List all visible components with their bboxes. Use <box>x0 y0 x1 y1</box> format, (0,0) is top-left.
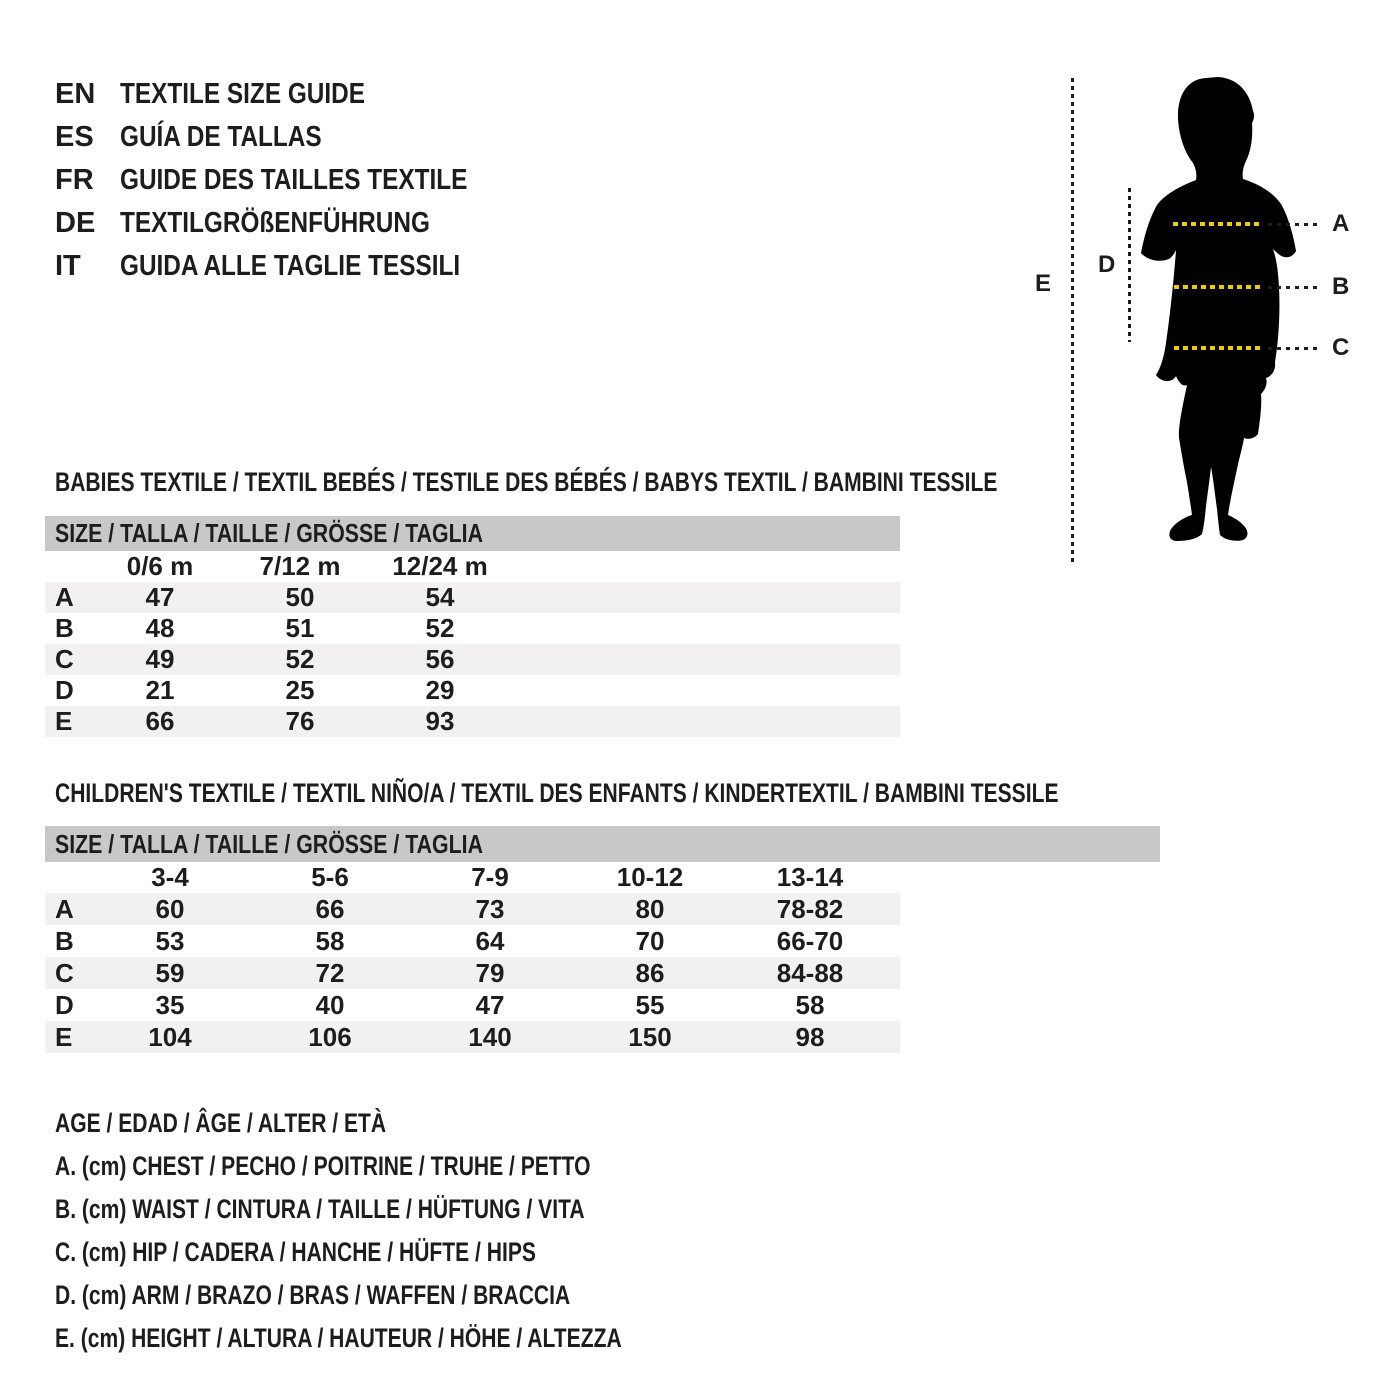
column-header: 0/6 m <box>126 551 194 581</box>
lang-title: GUIDA ALLE TAGLIE TESSILI <box>120 250 461 282</box>
waist-line-dots <box>1268 286 1320 289</box>
corner-cell <box>45 551 90 582</box>
babies-heading-text: BABIES TEXTILE / TEXTIL BEBÉS / TESTILE DES BÉBÉS / BABYS TEXTIL / BAMBINI TESSILE <box>55 467 998 497</box>
lang-row-en <box>55 73 534 116</box>
table-row <box>45 957 900 989</box>
row-label: D <box>55 675 74 705</box>
lang-row-es <box>55 116 534 159</box>
row-label: D <box>55 989 74 1020</box>
size-cell: 66 <box>145 706 175 736</box>
children-section-heading <box>55 778 1342 808</box>
lang-title: TEXTILE SIZE GUIDE <box>120 78 365 110</box>
legend-line-age: AGE / EDAD / ÂGE / ALTER / ETÀ <box>55 1108 387 1138</box>
lang-title: GUIDE DES TAILLES TEXTILE <box>120 164 468 196</box>
legend-line-waist: B. (cm) WAIST / CINTURA / TAILLE / HÜFTUNG / VITA <box>55 1194 585 1224</box>
size-cell: 64 <box>475 925 505 956</box>
table-row <box>45 1021 900 1053</box>
babies-size-header-bar <box>45 516 900 551</box>
size-cell: 70 <box>635 925 665 956</box>
lang-code: ES <box>55 121 94 153</box>
size-cell: 84-88 <box>776 957 844 988</box>
children-size-header-bar <box>45 826 1160 862</box>
size-cell: 78-82 <box>776 893 844 924</box>
size-cell: 59 <box>155 957 185 988</box>
legend-line-chest: A. (cm) CHEST / PECHO / POITRINE / TRUHE / PETTO <box>55 1151 591 1181</box>
size-cell: 66-70 <box>776 925 844 956</box>
measure-label-b: B <box>1332 273 1350 300</box>
size-cell: 51 <box>285 613 315 643</box>
table-row <box>45 925 900 957</box>
size-cell: 93 <box>425 706 455 736</box>
column-header: 10-12 <box>616 862 684 892</box>
row-label: A <box>55 893 74 924</box>
chest-line-yellow <box>1173 222 1261 226</box>
size-cell: 40 <box>315 989 345 1020</box>
column-header: 7-9 <box>471 862 509 892</box>
lang-title: TEXTILGRÖßENFÜHRUNG <box>120 207 430 239</box>
measure-label-e: E <box>1035 270 1052 297</box>
babies-column-header-row <box>45 551 900 582</box>
table-row <box>45 644 900 675</box>
row-label: C <box>55 644 74 674</box>
size-cell: 60 <box>155 893 185 924</box>
hip-line-yellow <box>1174 346 1262 350</box>
table-row <box>45 893 900 925</box>
row-label: B <box>55 613 74 643</box>
table-row <box>45 989 900 1021</box>
row-label: B <box>55 925 74 956</box>
lang-code: EN <box>55 78 96 110</box>
size-cell: 54 <box>425 582 455 612</box>
size-cell: 35 <box>155 989 185 1020</box>
babies-size-header-text: SIZE / TALLA / TAILLE / GRÖSSE / TAGLIA <box>55 518 483 548</box>
hip-line-dots <box>1268 347 1320 350</box>
table-row <box>45 582 900 613</box>
row-label: C <box>55 957 74 988</box>
lang-title: GUÍA DE TALLAS <box>120 121 322 153</box>
row-label: A <box>55 582 74 612</box>
size-cell: 52 <box>285 644 315 674</box>
column-header: 7/12 m <box>259 551 341 581</box>
children-column-header-row <box>45 862 900 893</box>
size-cell: 106 <box>308 1021 352 1052</box>
size-cell: 73 <box>475 893 505 924</box>
lang-code: FR <box>55 164 94 196</box>
size-cell: 66 <box>315 893 345 924</box>
lang-code: IT <box>55 250 81 282</box>
lang-row-fr <box>55 159 534 202</box>
lang-code: DE <box>55 207 96 239</box>
size-cell: 55 <box>635 989 665 1020</box>
babies-section-heading <box>55 467 1263 497</box>
children-heading-text: CHILDREN'S TEXTILE / TEXTIL NIÑO/A / TEXTIL DES ENFANTS / KINDERTEXTIL / BAMBINI TESSILE <box>55 778 1059 808</box>
waist-line-yellow <box>1174 285 1260 289</box>
children-size-header-text: SIZE / TALLA / TAILLE / GRÖSSE / TAGLIA <box>55 828 483 859</box>
chest-line-dots <box>1268 223 1320 226</box>
size-cell: 56 <box>425 644 455 674</box>
size-cell: 52 <box>425 613 455 643</box>
children-size-table <box>45 862 900 1053</box>
table-row <box>45 613 900 644</box>
size-cell: 21 <box>145 675 175 705</box>
legend-line-height: E. (cm) HEIGHT / ALTURA / HAUTEUR / HÖHE / ALTEZZA <box>55 1323 622 1353</box>
size-cell: 47 <box>475 989 505 1020</box>
size-cell: 58 <box>795 989 825 1020</box>
column-header: 12/24 m <box>392 551 488 581</box>
size-cell: 50 <box>285 582 315 612</box>
size-cell: 48 <box>145 613 175 643</box>
size-cell: 58 <box>315 925 345 956</box>
size-cell: 80 <box>635 893 665 924</box>
table-row <box>45 675 900 706</box>
corner-cell <box>45 862 90 893</box>
row-label: E <box>55 1021 73 1052</box>
size-cell: 25 <box>285 675 315 705</box>
size-cell: 29 <box>425 675 455 705</box>
size-cell: 140 <box>468 1021 512 1052</box>
size-cell: 53 <box>155 925 185 956</box>
measure-label-c: C <box>1332 334 1350 361</box>
lang-row-it <box>55 245 534 288</box>
arm-measure-line-D <box>1128 188 1131 342</box>
column-header: 3-4 <box>151 862 189 892</box>
measure-label-d: D <box>1098 251 1116 278</box>
measure-label-a: A <box>1332 210 1350 237</box>
size-cell: 76 <box>285 706 315 736</box>
size-cell: 79 <box>475 957 505 988</box>
legend-line-hip: C. (cm) HIP / CADERA / HANCHE / HÜFTE / HIPS <box>55 1237 536 1267</box>
babies-size-table <box>45 551 900 737</box>
table-row <box>45 706 900 737</box>
legend-line-arm: D. (cm) ARM / BRAZO / BRAS / WAFFEN / BRACCIA <box>55 1280 571 1310</box>
column-header: 5-6 <box>311 862 349 892</box>
column-header: 13-14 <box>776 862 844 892</box>
row-label: E <box>55 706 73 736</box>
language-title-list <box>55 73 534 288</box>
size-cell: 47 <box>145 582 175 612</box>
size-cell: 72 <box>315 957 345 988</box>
size-cell: 49 <box>145 644 175 674</box>
size-cell: 98 <box>795 1021 825 1052</box>
size-cell: 150 <box>628 1021 672 1052</box>
size-cell: 104 <box>148 1021 192 1052</box>
measurement-legend <box>55 1102 781 1360</box>
size-cell: 86 <box>635 957 665 988</box>
lang-row-de <box>55 202 534 245</box>
